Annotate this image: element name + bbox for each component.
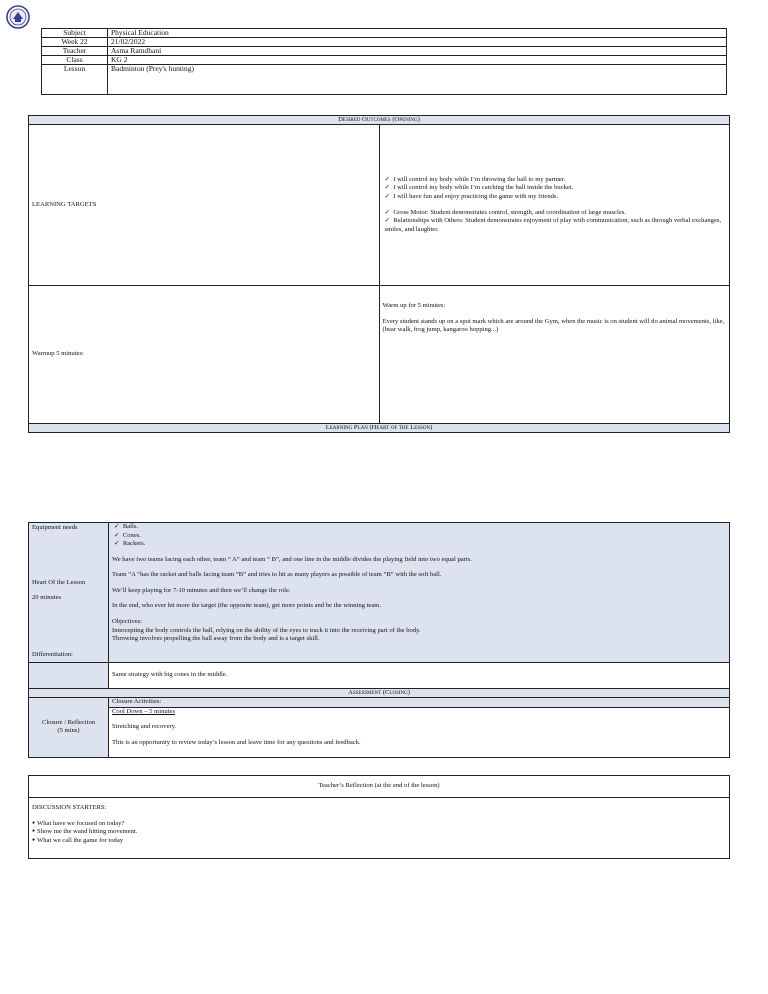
outcomes-title: Desired Outcomes (Opening)	[29, 116, 730, 125]
objective-item: Throwing involves propelling the ball away from the body and is a target skill.	[112, 635, 320, 643]
starters-title: DISCUSSION STARTERS:	[32, 804, 107, 811]
info-row-lesson	[42, 65, 727, 95]
objectives-title: Objectives:	[112, 617, 143, 625]
target-item: ✓ I will control my body while I’m catching the ball inside the bucket.	[384, 184, 574, 192]
info-key: Lesson	[42, 65, 108, 95]
info-key: Week 22	[42, 38, 108, 47]
plan-table	[28, 522, 730, 758]
plan-content-cell	[109, 523, 730, 663]
closure-content-cell	[109, 707, 730, 757]
warmup-label: Warmup 5 minutes:	[29, 286, 380, 424]
info-key: Class	[42, 56, 108, 65]
equipment-label: Equipment needs	[32, 524, 78, 531]
assessment-title: Assessment (Closing)	[29, 689, 730, 698]
school-crest-icon	[6, 5, 30, 29]
plan-labels-cell	[29, 523, 109, 663]
plan-paragraph: We have two teams facing each other, team “ A” and team “ B”, and one line in the middle divides the playing field into two equal parts.	[112, 555, 472, 563]
target-item: ✓ I will control my body while I’m throwing the ball to my partner.	[384, 175, 566, 183]
skill-item: ✓ Relationships with Others: Student demonstrates enjoyment of play with communication, such as through verbal exchanges, smiles, and laughter.	[384, 217, 722, 233]
differentiation-label-cell	[29, 663, 109, 689]
closure-duration: (5 mins)	[57, 727, 80, 735]
info-row-teacher	[42, 47, 727, 56]
reflection-title: Teacher’s Reflection (at the end of the lesson)	[29, 776, 730, 798]
outcomes-table	[28, 115, 730, 433]
closure-label: Closure / Reflection	[41, 718, 96, 726]
warmup-cell	[379, 286, 730, 424]
equipment-item: ✓ Rackets.	[114, 540, 146, 548]
starter-item: ● Show me the wand hitting movement.	[32, 828, 726, 837]
review-line: This is an opportunity to review today’s lesson and leave time for any questions and feedback.	[112, 738, 361, 746]
info-value: 21/02/2022	[108, 38, 727, 47]
info-value: Badminton (Prey's hunting)	[108, 65, 727, 95]
learning-targets-cell	[379, 125, 730, 286]
info-value: Asma Ramdhani	[108, 47, 727, 56]
objective-item: Intercepting the body controls the ball, relying on the ability of the eyes to track it into the receiving part of the body.	[112, 626, 421, 634]
equipment-item: ✓ Cones.	[114, 531, 141, 539]
cooldown-title: Cool Down – 5 minutes	[112, 707, 176, 715]
plan-paragraph: In the end, who ever hit more the target (the opposite team), get more points and be the winning team.	[112, 602, 382, 610]
info-key: Teacher	[42, 47, 108, 56]
minutes-label: 20 minutes	[32, 594, 62, 602]
target-item: ✓ I will have fun and enjoy practicing the game with my friends.	[384, 192, 559, 200]
learning-targets-label: LEARNING TARGETS	[29, 125, 380, 286]
info-value: KG 2	[108, 56, 727, 65]
reflection-content-cell	[29, 798, 730, 859]
closure-activities-title: Closure Activities:	[109, 698, 730, 708]
warmup-description: Every student stands up on a spot mark which are around the Gym, when the music is on student will do animal movements, like, (bear walk, frog jump, kangaroo hopping...)	[382, 317, 725, 334]
plan-title: Learning Plan (Heart of the Lesson)	[29, 424, 730, 433]
stretch-line: Stretching and recovery.	[112, 723, 177, 731]
cooldown-line	[112, 708, 726, 717]
reflection-table	[28, 775, 730, 859]
skill-item: ✓ Gross Motor: Student demonstrates control, strength, and coordination of large muscles.	[384, 208, 626, 216]
info-value: Physical Education	[108, 29, 727, 38]
equipment-item: ✓ Balls.	[114, 523, 139, 530]
plan-paragraph: Team “A “has the racket and balls facing team “B” and tries to hit as many players as possible of team “B” with the soft ball.	[112, 571, 442, 579]
lesson-info-table	[41, 28, 727, 95]
info-key: Subject	[42, 29, 108, 38]
differentiation-text: Same strategy with big cones in the middle.	[109, 663, 730, 689]
differentiation-label: Differentiation:	[32, 650, 73, 658]
heart-label: Heart Of the Lesson	[32, 578, 86, 586]
warmup-intro: Warm up for 5 minutes:	[382, 302, 446, 309]
closure-label-cell	[29, 698, 109, 758]
starter-item: ● What we call the game for today	[32, 837, 726, 846]
plan-paragraph: We’ll keep playing for 7-10 minutes and then we’ll change the role.	[112, 586, 291, 594]
starter-item: ● What have we focused on today?	[32, 820, 726, 829]
